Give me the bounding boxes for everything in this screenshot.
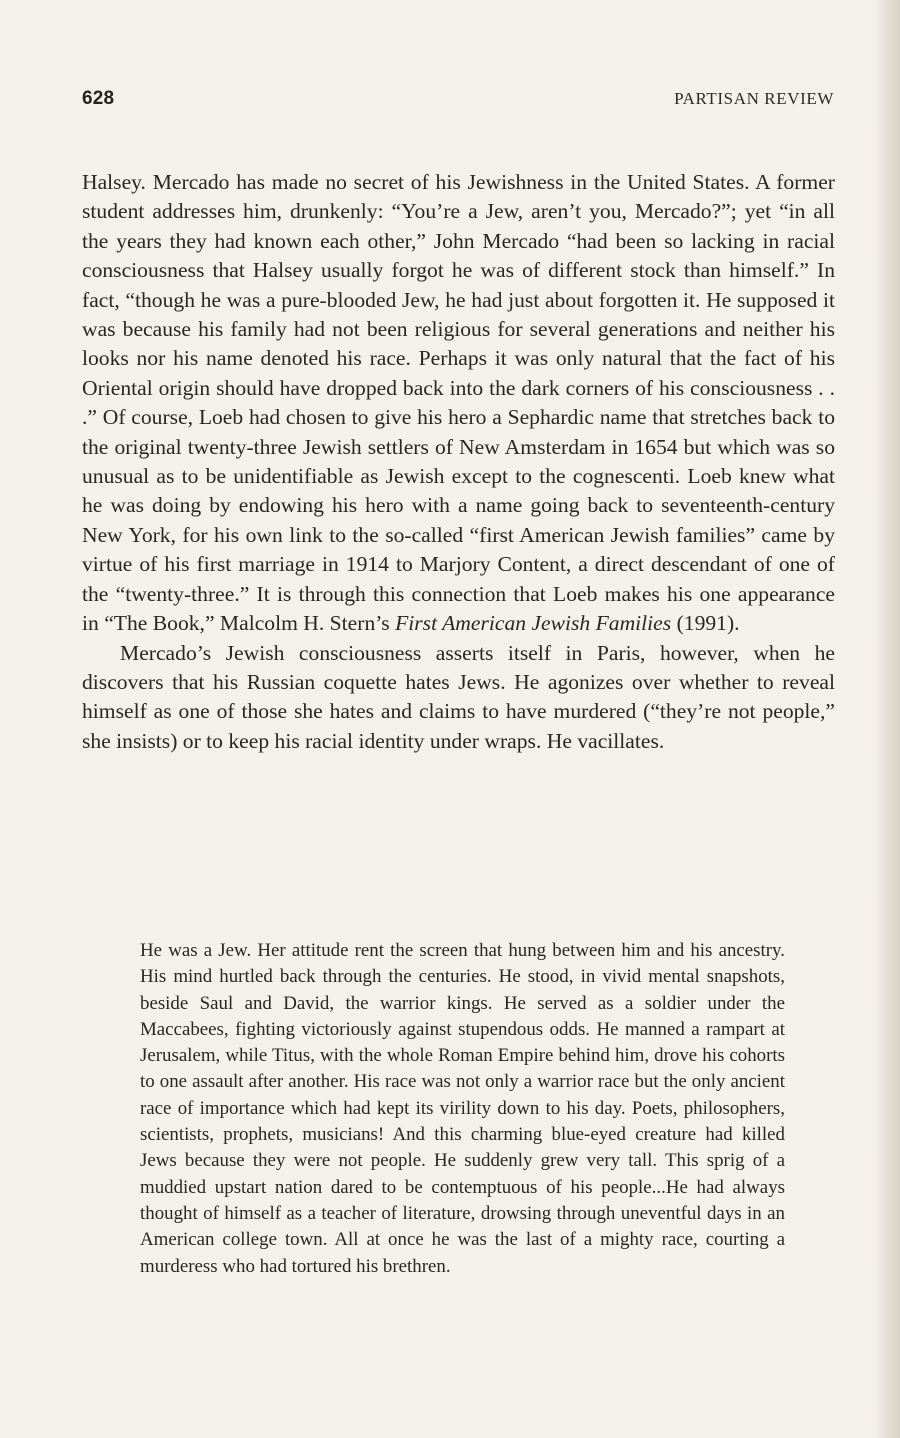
page-header	[82, 88, 834, 116]
body-text	[82, 168, 835, 756]
book-title: First American Jewish Families	[395, 611, 672, 636]
block-quote-text: He was a Jew. Her attitude rent the screen that hung between him and his ancestry. His mind hurtled back through the centuries. He stood, in vivid mental snapshots, beside Saul and David, the warrior kings. He served as a soldier under the Maccabees, fighting victoriously against stupendous odds. He manned a rampart at Jerusalem, while Titus, with the whole Roman Empire behind him, drove his cohorts to one assault after another. His race was not only a warrior race but the only ancient race of importance which had kept its virility down to his day. Poets, philosophers, scientists, prophets, musicians! And this charming blue-eyed creature had killed Jews because they were not people. He suddenly grew very tall. This sprig of a muddied upstart nation dared to be contemptuous of his people...He had always thought of himself as a teacher of literature, drowsing through uneventful days in an American college town. All at once he was the last of a mighty race, courting a murderess who had tortured his brethren.	[140, 940, 785, 1277]
paragraph-1-text: Halsey. Mercado has made no secret of his Jewishness in the United States. A former student addresses him, drunkenly: “You’re a Jew, aren’t you, Mercado?”; yet “in all the years they had known each other,” John Mercado “had been so lacking in racial consciousness that Halsey usually forgot he was of different stock than himself.” In fact, “though he was a pure-blooded Jew, he had just about forgotten it. He supposed it was because his family had not been religious for several generations and neither his looks nor his name denoted his race. Perhaps it was only natural that the fact of his Oriental origin should have dropped back into the dark corners of his consciousness . . .” Of course, Loeb had chosen to give his hero a Sephardic name that stretches back to the original twenty-three Jewish settlers of New Amsterdam in 1654 but which was so unusual as to be unidentifiable as Jewish except to the cognescenti. Loeb knew what he was doing by endowing his hero with a name going back to seventeenth-century New York, for his own link to the so-called “first American Jewish families” came by virtue of his first marriage in 1914 to Marjory Content, a direct descendant of one of the “twenty-three.” It is through this connection that Loeb makes his one appearance in “The Book,” Malcolm H. Stern’s	[82, 170, 835, 636]
block-quote	[140, 938, 785, 1280]
paragraph-1	[82, 168, 835, 639]
running-head: PARTISAN REVIEW	[674, 89, 834, 108]
page-number: 628	[82, 88, 115, 109]
page-edge-shadow	[874, 0, 900, 1438]
paragraph-1-end: (1991).	[676, 611, 740, 636]
paragraph-2: Mercado’s Jewish consciousness asserts itself in Paris, however, when he discovers that his Russian coquette hates Jews. He agonizes over whether to reveal himself as one of those she hates and claims to have murdered (“they’re not people,” she insists) or to keep his racial identity under wraps. He vacillates.	[82, 640, 835, 753]
